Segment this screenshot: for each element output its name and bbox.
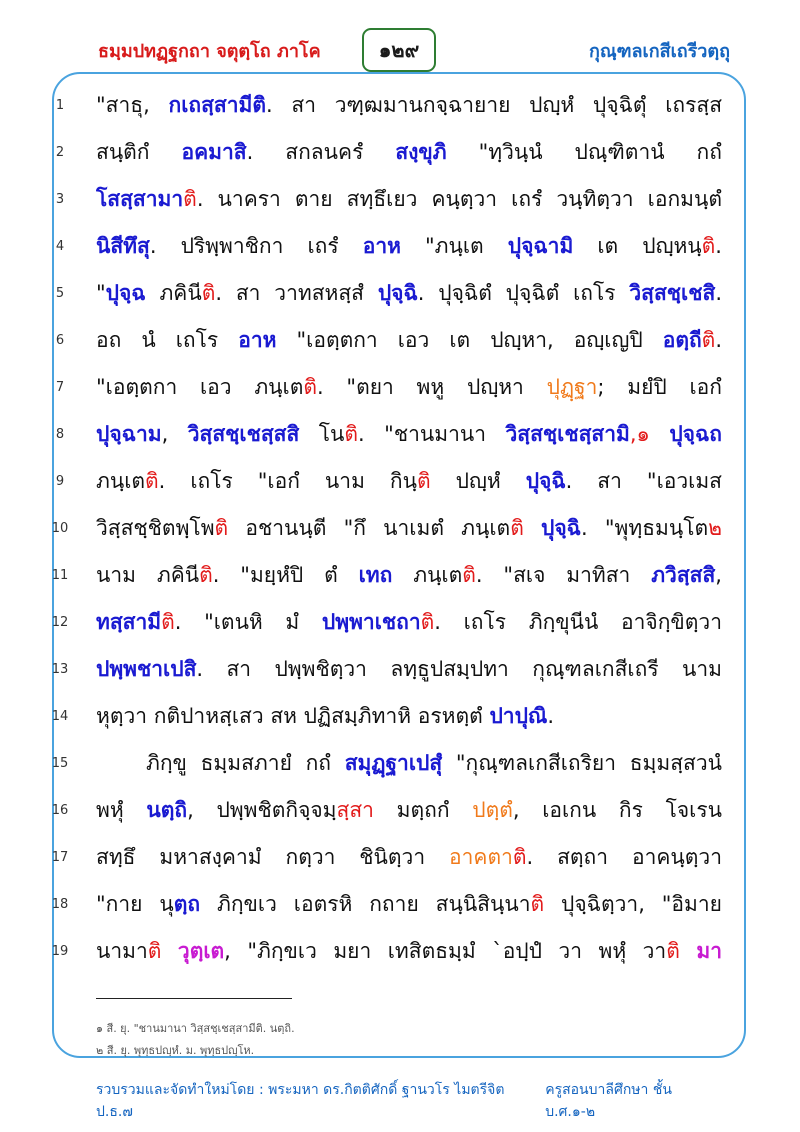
text-segment: หุตฺวา กติปาหสฺเสว สห ปฏิสมฺภิทาหิ อรหตฺตํ (96, 704, 490, 728)
text-segment (524, 516, 541, 540)
line-text (96, 654, 722, 684)
header-left-title: ธมฺมปทฏฺฐกถา จตุตฺโถ ภาโค (98, 41, 321, 62)
text-segment: ปุจฺฉิ (541, 516, 581, 540)
text-segment: ติ (199, 563, 213, 587)
text-line (0, 605, 800, 652)
line-text (96, 513, 722, 543)
line-number: 9 (55, 474, 65, 489)
line-text (96, 560, 722, 590)
footer-right: ครูสอนบาลีศึกษา ชั้น บ.ศ.๑-๒ (545, 1082, 672, 1120)
text-segment: อาคตา (449, 845, 513, 869)
text-segment: ปุจฺฉิตฺวา, "อิมาย (544, 892, 722, 916)
text-segment: ; มยํปิ เอกํ (597, 375, 722, 399)
text-segment: . สา ปพฺพชิตฺวา ลทฺธูปสมฺปทา กุณฺฑลเกสีเถรี นาม (196, 657, 722, 681)
text-segment: "ทฺวินฺนํ ปณฺฑิตานํ กถํ (446, 140, 722, 164)
line-text (96, 325, 722, 355)
text-segment: , "ภิกฺขเว มยา เทสิตธมฺมํ `อปฺปํ วา พหุํ วา (224, 939, 667, 963)
line-number: 10 (51, 521, 69, 536)
text-segment: , ปพฺพชิตกิจฺจมฺ (187, 798, 337, 822)
text-segment: วุตฺเต (177, 939, 225, 963)
line-number: 13 (51, 662, 69, 677)
line-number: 1 (55, 98, 65, 113)
line-text (96, 842, 722, 872)
text-segment: "สาธุ, (96, 93, 169, 117)
text-segment: ติ (701, 234, 716, 258)
text-line (0, 511, 800, 558)
text-line (0, 323, 800, 370)
text-segment: . "พุทฺธมนฺโต (580, 516, 709, 540)
text-segment: ติ (147, 939, 162, 963)
text-segment: ติ (344, 422, 359, 446)
text-segment: อชานนฺตี "กึ นาเมตํ ภนฺเต (228, 516, 511, 540)
text-segment: ปาปุณิ (489, 704, 548, 728)
text-body (0, 88, 800, 981)
text-segment: . (547, 704, 555, 728)
text-segment: . "ชานมานา (358, 422, 506, 446)
text-line (0, 934, 800, 981)
text-segment: วิสฺสชฺชิตพฺโพ (96, 516, 215, 540)
line-text (96, 936, 722, 966)
text-segment: อคมาสิ (181, 140, 247, 164)
text-segment: สนฺติกํ (96, 140, 182, 164)
text-segment: . สา "เอวเมส (565, 469, 722, 493)
line-text (96, 184, 722, 214)
text-segment: ปุจฺฉิ (377, 281, 418, 305)
text-segment: " (96, 281, 106, 305)
text-line (0, 840, 800, 887)
line-text (96, 701, 722, 731)
text-segment: . สา วฑฺฒมานกจฺฉายาย ปญฺหํ ปุจฺฉิตุํ เถรสฺส (266, 93, 722, 117)
text-segment: . (715, 281, 722, 305)
text-segment: ภิกฺขู ธมฺมสภายํ กถํ (146, 751, 345, 775)
text-segment: วิสฺสชฺเชสฺสสิ (187, 422, 300, 446)
text-line (0, 229, 800, 276)
text-segment: ปุจฺฉ (105, 281, 146, 305)
line-text (96, 889, 722, 919)
text-segment: . "สเจ มาทิสา (475, 563, 652, 587)
line-number: 6 (55, 333, 65, 348)
text-segment: . (715, 234, 722, 258)
text-segment: "กุณฺฑลเกสีเถริยา ธมฺมสฺสวนํ (442, 751, 722, 775)
text-segment: . ปริพฺพาชิกา เถรํ (149, 234, 363, 258)
line-text (96, 795, 722, 825)
line-number: 17 (51, 850, 69, 865)
text-line (0, 182, 800, 229)
page-number: ๑๒๙ (378, 38, 420, 62)
header-right-title: กุณฺฑลเกสีเถรีวตฺถุ (588, 41, 730, 62)
line-text (96, 231, 722, 261)
text-segment: . ปุจฺฉิตํ ปุจฺฉิตํ เถโร (417, 281, 630, 305)
text-segment: เต ปญฺหนฺ (573, 234, 702, 258)
text-segment: มตฺถกํ (373, 798, 473, 822)
text-line (0, 887, 800, 934)
text-segment: ติ (416, 469, 431, 493)
text-segment: ,๑ (629, 422, 650, 446)
text-segment: "เอตฺตกา เอว เต ปญฺหา, อญฺเญปิ (276, 328, 663, 352)
text-segment: "ภนฺเต (400, 234, 508, 258)
text-segment: ทสฺสามี (96, 610, 162, 634)
text-segment: โสสฺสามา (96, 187, 184, 211)
text-segment: เทถ (358, 563, 393, 587)
text-segment: . สา วาทสหสฺสํ (215, 281, 378, 305)
text-segment: นิสีทึสุ (96, 234, 150, 258)
text-line (0, 135, 800, 182)
text-segment: กเถสฺสามีติ (168, 93, 266, 117)
text-line (0, 558, 800, 605)
text-segment (680, 939, 696, 963)
line-number: 7 (55, 380, 65, 395)
text-segment: อาห (362, 234, 401, 258)
text-line (0, 370, 800, 417)
text-segment: . (715, 328, 722, 352)
text-segment: ติ (512, 845, 527, 869)
text-segment: ติ (420, 610, 435, 634)
text-segment: ติ (303, 375, 317, 399)
text-segment: ภวิสฺสสิ (651, 563, 716, 587)
line-number: 18 (51, 897, 69, 912)
text-segment: . สกลนครํ (246, 140, 396, 164)
line-text (146, 748, 722, 778)
text-segment: อถ นํ เถโร (96, 328, 239, 352)
text-line (0, 699, 800, 746)
text-segment: ติ (530, 892, 545, 916)
text-segment: ติ (701, 328, 716, 352)
text-segment: ๒ (708, 516, 722, 540)
text-segment: "เอตฺตกา เอว ภนฺเต (96, 375, 304, 399)
text-segment: ติ (183, 187, 197, 211)
text-segment: . "เตนหิ มํ (174, 610, 322, 634)
text-segment: "กาย นุ (96, 892, 174, 916)
page-footer (96, 1079, 726, 1123)
text-line (0, 746, 800, 793)
text-segment: ภคินี (145, 281, 202, 305)
text-segment: โน (299, 422, 345, 446)
footnote-1: ๑ สี. ยุ. "ชานมานา วิสฺสชฺเชสฺสามีติ. นตฺถิ. (96, 1022, 295, 1035)
line-number: 19 (51, 944, 69, 959)
text-segment: . สตฺถา อาคนฺตฺวา (526, 845, 722, 869)
text-segment: อาห (238, 328, 277, 352)
line-text (96, 466, 722, 496)
text-segment: ติ (201, 281, 216, 305)
text-segment: ตฺถ (173, 892, 201, 916)
line-number: 2 (55, 145, 65, 160)
text-line (0, 652, 800, 699)
text-segment: , เอเกน กิร โจเรน (512, 798, 722, 822)
text-line (0, 464, 800, 511)
text-segment: ติ (666, 939, 680, 963)
text-segment: ปพฺพาเชถา (321, 610, 421, 634)
text-segment: . เถโร ภิกฺขุนีนํ อาจิกฺขิตฺวา (434, 610, 722, 634)
text-line (0, 417, 800, 464)
text-segment: ปุจฺฉามิ (507, 234, 574, 258)
text-segment: ปญฺหํ (430, 469, 526, 493)
text-segment: . "ตยา พหู ปญฺหา (316, 375, 547, 399)
line-number: 8 (55, 427, 65, 442)
line-number: 14 (51, 709, 69, 724)
line-number: 15 (51, 756, 69, 771)
text-segment: ปุจฺฉาม (96, 422, 162, 446)
text-segment: อตฺถี (662, 328, 702, 352)
text-segment: ติ (145, 469, 159, 493)
text-segment: วิสฺสชฺเชสิ (629, 281, 716, 305)
text-segment: ภิกฺขเว เอตรหิ กถาย สนฺนิสินฺนา (200, 892, 531, 916)
text-line (0, 793, 800, 840)
line-text (96, 607, 722, 637)
line-text (96, 137, 722, 167)
text-segment: , (161, 422, 188, 446)
line-text (96, 90, 722, 120)
line-text (96, 419, 722, 449)
text-segment: ปพฺพชาเปสิ (96, 657, 197, 681)
text-segment: นามา (96, 939, 148, 963)
text-segment (650, 422, 669, 446)
text-segment: ปุจฺฉถ (669, 422, 722, 446)
text-segment: สทฺธึ มหาสงฺคามํ กตฺวา ชินิตฺวา (96, 845, 450, 869)
text-segment: สงฺขุภิ (395, 140, 447, 164)
text-segment: ปตฺตํ (472, 798, 513, 822)
text-segment (161, 939, 177, 963)
text-segment: ภนฺเต (392, 563, 463, 587)
text-segment: ติ (161, 610, 175, 634)
line-number: 16 (51, 803, 69, 818)
footnote-2: ๒ สี. ยุ. พุทฺธปญฺหํ. ม. พุทฺธปญฺโห. (96, 1044, 255, 1057)
footnote-divider (96, 998, 292, 999)
line-number: 3 (55, 192, 65, 207)
text-segment: . นาครา ตาย สทฺธึเยว คนฺตฺวา เถรํ วนฺทิตฺวา เอกมนฺตํ (196, 187, 722, 211)
text-segment: ติ (510, 516, 524, 540)
page-number-box (362, 28, 436, 72)
footer-left: รวบรวมและจัดทำใหม่โดย : พระมหา ดร.กิตติศักดิ์ ฐานวโร ไมตรีจิต ป.ธ.๗ (96, 1082, 505, 1120)
line-number: 5 (55, 286, 65, 301)
text-segment: พหุํ (96, 798, 147, 822)
text-segment: นาม ภคินี (96, 563, 200, 587)
text-segment: , (715, 563, 722, 587)
text-segment: ปุจฺฉิ (525, 469, 566, 493)
text-segment: สฺสา (336, 798, 374, 822)
text-segment: ภนฺเต (96, 469, 146, 493)
text-segment: ติ (462, 563, 476, 587)
line-number: 11 (51, 568, 69, 583)
line-number: 12 (51, 615, 69, 630)
text-segment: สมุฏฺฐาเปสุํ (344, 751, 443, 775)
line-number: 4 (55, 239, 65, 254)
text-segment: . "มยฺหํปิ ตํ (212, 563, 359, 587)
text-line (0, 88, 800, 135)
text-segment: . เถโร "เอกํ นาม กินฺ (158, 469, 417, 493)
text-line (0, 276, 800, 323)
text-segment: วิสฺสชฺเชสฺสามิ (505, 422, 630, 446)
text-segment: ปุฏฺฐา (546, 375, 598, 399)
text-segment: มา (696, 939, 722, 963)
text-segment: นตฺถิ (146, 798, 188, 822)
text-segment: ติ (214, 516, 229, 540)
line-text (96, 278, 722, 308)
line-text (96, 372, 722, 402)
